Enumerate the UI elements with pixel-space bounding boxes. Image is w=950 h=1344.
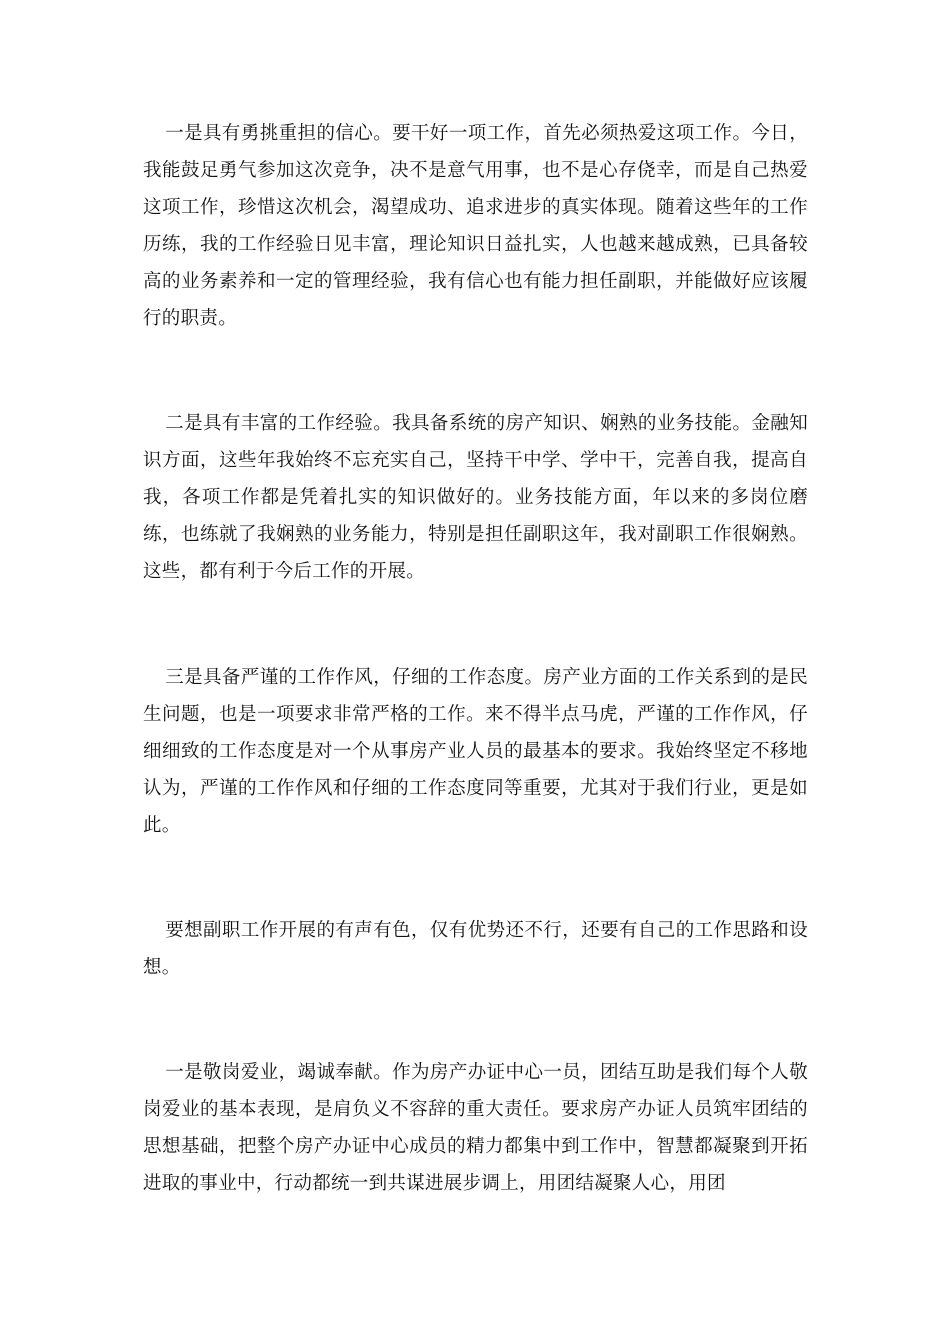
paragraph-ideas-intro: 要想副职工作开展的有声有色，仅有优势还不行，还要有自己的工作思路和设想。 bbox=[143, 920, 808, 978]
paragraph-work-style: 三是具备严谨的工作作风，仔细的工作态度。房产业方面的工作关系到的是民生问题，也是一项要求非常严格的工作。来不得半点马虎，严谨的工作作风，仔细细致的工作态度是对一个从事房产业人员的最基本的要求。我始终坚定不移地认为，严谨的工作作风和仔细的工作态度同等重要，尤其对于我们行业，更是如此。 bbox=[143, 667, 808, 836]
paragraph-experience: 二是具有丰富的工作经验。我具备系统的房产知识、娴熟的业务技能。金融知识方面，这些年我始终不忘充实自己，坚持干中学、学中干，完善自我，提高自我，各项工作都是凭着扎实的知识做好的。业务技能方面，年以来的多岗位磨练，也练就了我娴熟的业务能力，特别是担任副职这年，我对副职工作很娴熟。这些，都有利于今后工作的开展。 bbox=[143, 413, 808, 582]
paragraph-confidence: 一是具有勇挑重担的信心。要干好一项工作，首先必须热爱这项工作。今日，我能鼓足勇气参加这次竞争，决不是意气用事，也不是心存侥幸，而是自己热爱这项工作，珍惜这次机会，渴望成功、追求进步的真实体现。随着这些年的工作历练，我的工作经验日见丰富，理论知识日益扎实，人也越来越成熟，已具备较高的业务素养和一定的管理经验，我有信心也有能力担任副职，并能做好应该履行的职责。 bbox=[143, 123, 808, 329]
paragraph-dedication: 一是敬岗爱业，竭诚奉献。作为房产办证中心一员，团结互助是我们每个人敬岗爱业的基本表现，是肩负义不容辞的重大责任。要求房产办证人员筑牢团结的思想基础，把整个房产办证中心成员的精力都集中到工作中，智慧都凝聚到开拓进取的事业中，行动都统一到共谋进展步调上，用团结凝聚人心，用团 bbox=[143, 1062, 808, 1194]
